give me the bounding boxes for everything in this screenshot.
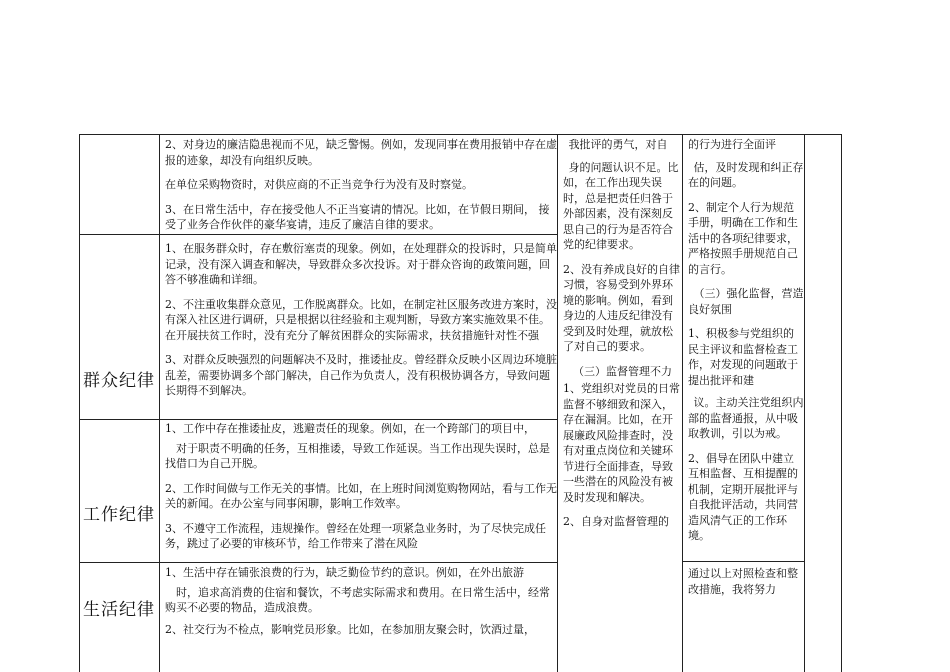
work-item: 对于职责不明确的任务，互相推诿，导致工作延误。当工作出现失误时，总是找借口为自己开脱。 [165,441,550,470]
integrity-item: 在单位采购物资时，对供应商的不正当竞争行为没有及时察觉。 [165,178,473,191]
measure-paragraph: 1、积极参与党组织的民主评议和监督检查工作，对发现的问题敢于提出批评和建 [688,327,798,387]
cause-section-heading: （三）监督管理不力 [573,364,672,378]
mass-item: 2、不注重收集群众意见，工作脱离群众。比如，在制定社区服务改进方案时，没有深入社区进行调研，只是根据以往经验和主观判断，导致方案实施效果不佳。在开展扶贫工作时，没有充分了解贫困群众的实际需求，扶贫措施针对性不强 [165,297,557,342]
row-divider-life [79,562,557,563]
cause-paragraph: 2、自身对监督管理的 [563,515,669,528]
measure-section-heading: （三）强化监督，营造良好氛围 [688,287,804,316]
col-divider-4 [804,134,805,672]
category-life-discipline: 生活纪律 [83,600,155,620]
life-item: 时，追求高消费的住宿和餐饮，不考虑实际需求和费用。在日常生活中，经常购买不必要的物品，造成浪费。 [165,585,550,614]
measure-paragraph: 估，及时发现和纠正存在的问题。 [688,160,804,189]
col-divider-3 [682,134,683,672]
rectification-measures [688,137,804,553]
row-divider-work [79,419,557,420]
table-top-border [79,134,841,135]
life-item: 2、社交行为不检点，影响党员形象。比如，在参加朋友聚会时，饮酒过量， [165,622,535,636]
measure-paragraph: 2、倡导在团队中建立互相监督、互相提醒的机制，定期开展批评与自我批评活动，共同营造风清气正的工作环境。 [688,451,798,542]
measure-paragraph: 的行为进行全面评 [688,138,776,151]
cause-paragraph: 我批评的勇气，对自 [568,138,668,151]
conclusion-text: 通过以上对照检查和整改措施，我将努力 [688,567,798,596]
integrity-issues [165,137,557,242]
integrity-item: 2、对身边的廉洁隐患视而不见，缺乏警惕。例如，发现同事在费用报销中存在虚报的迹象，却没有向组织反映。 [165,138,557,167]
table-right-border [841,134,842,672]
col4-divider [682,561,804,562]
work-item: 3、不遵守工作流程，违规操作。曾经在处理一项紧急业务时，为了尽快完成任务，跳过了必要的审核环节，给工作带来了潜在风险 [165,521,546,550]
work-item: 2、工作时间做与工作无关的事情。比如，在上班时间浏览购物网站，看与工作无关的新闻。在办公室与同事闲聊，影响工作效率。 [165,481,557,510]
col-divider-2 [557,134,558,672]
integrity-item: 3、在日常生活中，存在接受他人不正当宴请的情况。比如，在节假日期间， 接受了业务合作伙伴的豪华宴请，违反了廉洁自律的要求。 [165,202,550,231]
mass-item: 1、在服务群众时，存在敷衍塞责的现象。例如，在处理群众的投诉时，只是简单记录，没有深入调查和解决，导致群众多次投诉。对于群众咨询的政策问题，回答不够准确和详细。 [165,242,557,286]
work-discipline-issues [165,421,557,561]
category-mass-discipline: 群众纪律 [83,371,155,391]
cause-paragraph: 2、没有养成良好的自律习惯，容易受到外界环境的影响。例如，看到身边的人违反纪律没有受到及时处理，就放松了对自己的要求。 [563,262,680,353]
cause-analysis [563,137,682,539]
life-item: 1、生活中存在铺张浪费的行为，缺乏勤俭节约的意识。例如，在外出旅游 [165,566,524,579]
col-divider-1 [159,134,160,672]
cause-paragraph: 身的问题认识不足。比如，在工作出现失误时，总是把责任归咎于外部因素，没有深刻反思自己的行为是否符合党的纪律要求。 [563,160,679,251]
work-item: 1、工作中存在推诿扯皮，逃避责任的现象。例如，在一个跨部门的项目中， [165,422,535,435]
measure-paragraph: 2、制定个人行为规范手册，明确在工作和生活中的各项纪律要求，严格按照手册规范自己的言行。 [688,200,798,276]
cause-paragraph: 1、党组织对党员的日常监督不够细致和深入，存在漏洞。比如，在开展廉政风险排查时，没有对重点岗位和关键环节进行全面排查，导致一些潜在的风险没有被及时发现和解决。 [563,382,680,504]
category-work-discipline: 工作纪律 [83,505,155,525]
mass-item: 3、对群众反映强烈的问题解决不及时，推诿扯皮。曾经群众反映小区周边环境脏乱差，需要协调多个部门解决，自己作为负责人，没有积极协调各方，导致问题长期得不到解决。 [165,353,557,397]
mass-discipline-issues [165,241,557,408]
table-left-border [79,134,80,672]
measure-paragraph: 议。主动关注党组织内部的监督通报，从中吸取教训，引以为戒。 [688,396,804,440]
life-discipline-issues [165,565,557,646]
